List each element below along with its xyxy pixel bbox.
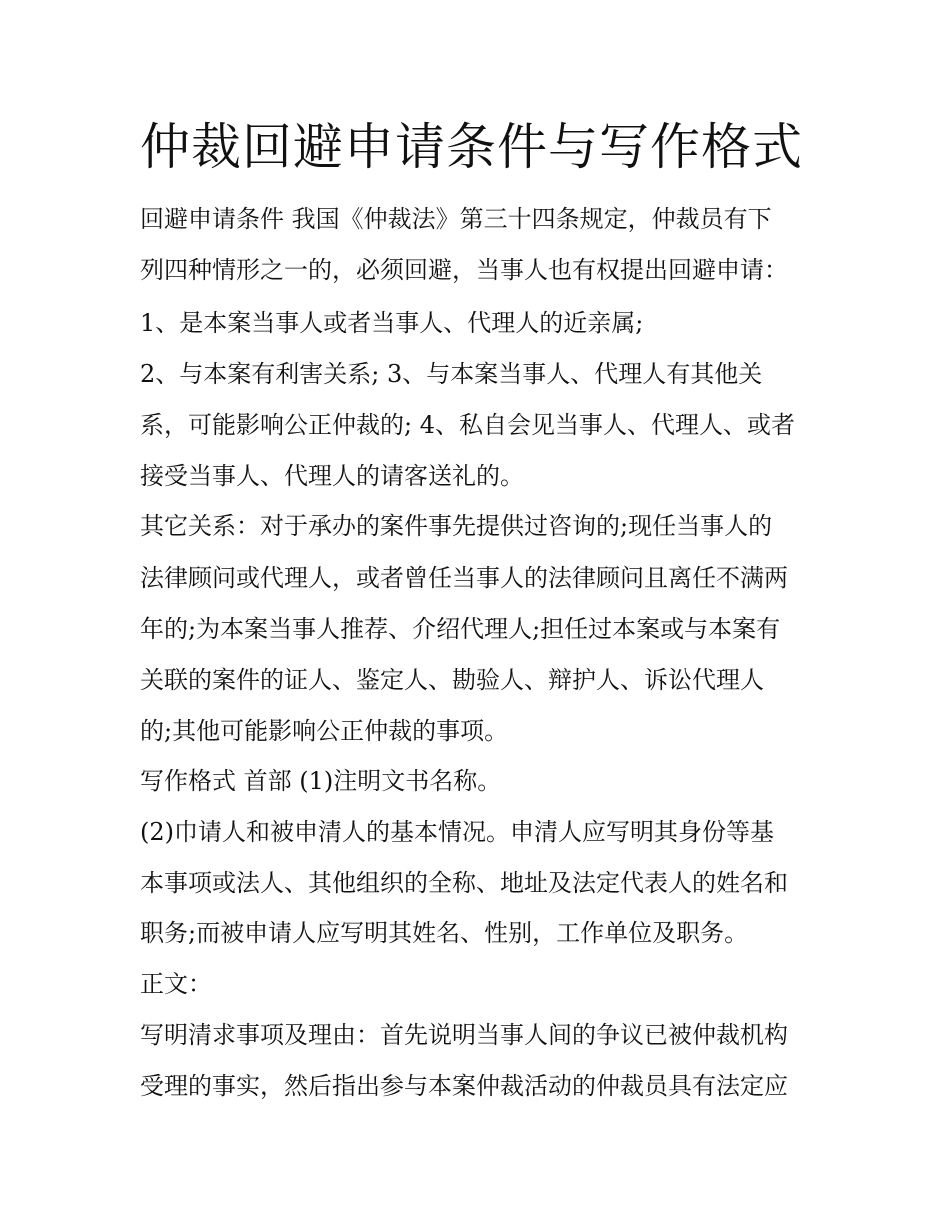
paragraph-line: 系，可能影响公正仲裁的; 4、私自会见当事人、代理人、或者	[140, 411, 795, 439]
paragraph-line: 的;其他可能影响公正仲裁的事项。	[140, 717, 509, 745]
paragraph-line: 2、与本案有利害关系; 3、与本案当事人、代理人有其他关	[140, 360, 763, 388]
paragraph-line: 回避申请条件 我国《仲裁法》第三十四条规定，仲裁员有下	[140, 205, 772, 233]
paragraph-line: 本事项或法人、其他组织的全称、地址及法定代表人的姓名和	[140, 869, 788, 897]
paragraph-line: 接受当事人、代理人的请客送礼的。	[140, 462, 524, 490]
document-title: 仲裁回避申请条件与写作格式	[140, 118, 803, 176]
paragraph-line: 列四种情形之一的，必须回避，当事人也有权提出回避申请：	[140, 256, 788, 284]
paragraph-line: (2)巾请人和被申清人的基本情况。申清人应写明其身份等基	[140, 818, 774, 846]
paragraph-line: 其它关系：对于承办的案件事先提供过咨询的;现任当事人的	[140, 512, 773, 540]
paragraph-line: 写作格式 首部 (1)注明文书名称。	[140, 767, 502, 795]
paragraph-line: 法律顾问或代理人，或者曾任当事人的法律顾问且离任不满两	[140, 564, 788, 592]
paragraph-line: 关联的案件的证人、鉴定人、勘验人、辩护人、诉讼代理人	[140, 666, 764, 694]
paragraph-line: 职务;而被申请人应写明其姓名、性别，工作单位及职务。	[140, 919, 749, 947]
paragraph-line: 正文：	[140, 970, 212, 998]
paragraph-line: 1、是本案当事人或者当事人、代理人的近亲属;	[140, 309, 644, 337]
paragraph-line: 受理的事实，然后指出参与本案仲裁活动的仲裁员具有法定应	[140, 1072, 788, 1100]
paragraph-line: 年的;为本案当事人推荐、介绍代理人;担任过本案或与本案有	[140, 615, 781, 643]
paragraph-line: 写明清求事项及理由：首先说明当事人间的争议已被仲裁机构	[140, 1021, 788, 1049]
